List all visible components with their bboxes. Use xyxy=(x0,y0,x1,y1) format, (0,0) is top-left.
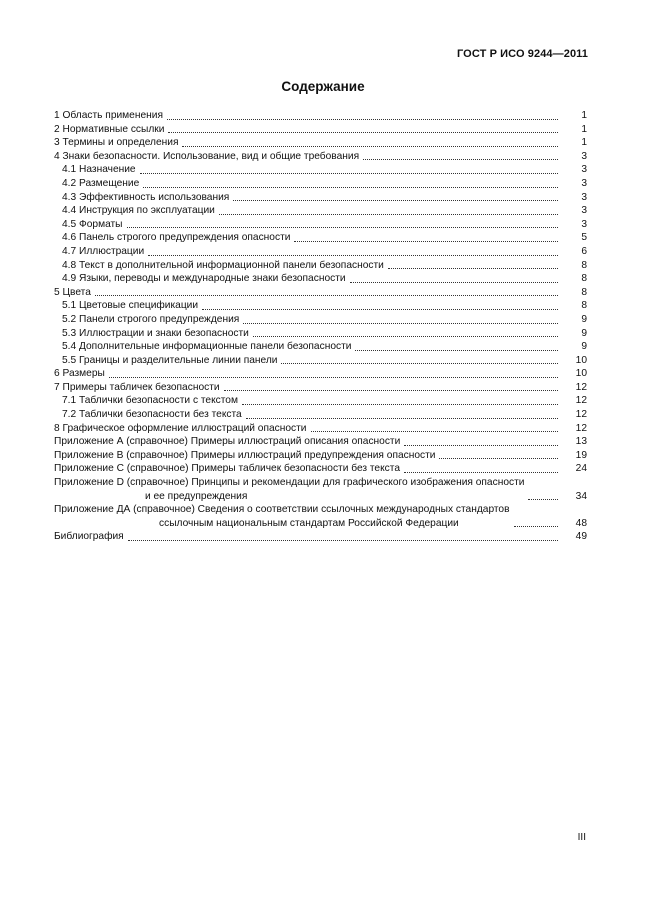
toc-leader-dots xyxy=(528,498,558,500)
toc-entry-title: 4.4 Инструкция по эксплуатации xyxy=(62,205,215,217)
toc-entry-title: 4.6 Панель строгого предупреждения опасности xyxy=(62,232,291,244)
toc-entry-title xyxy=(54,476,524,503)
toc-leader-dots xyxy=(242,403,558,405)
toc-entry-title: 4.7 Иллюстрации xyxy=(62,245,145,257)
toc-leader-dots xyxy=(246,417,558,419)
toc-leader-dots xyxy=(182,145,558,147)
toc-entry-page: 8 xyxy=(581,259,587,271)
toc-entry-title: 1 Область применения xyxy=(54,110,163,121)
toc-entry-page: 10 xyxy=(575,354,587,366)
toc-entry-title: 4.9 Языки, переводы и международные знаки безопасности xyxy=(62,273,346,285)
toc-entry[interactable] xyxy=(54,218,587,232)
toc-entry-page: 3 xyxy=(581,150,587,162)
toc-entry[interactable] xyxy=(54,286,587,300)
toc-entry-page: 8 xyxy=(581,286,587,298)
toc-leader-dots xyxy=(514,525,558,527)
toc-entry-page: 1 xyxy=(581,110,587,121)
toc-entry[interactable] xyxy=(54,123,587,137)
toc-entry[interactable] xyxy=(54,191,587,205)
toc-title: Содержание xyxy=(281,79,365,94)
toc-entry[interactable] xyxy=(54,327,587,341)
toc-entry-page: 12 xyxy=(575,381,587,393)
toc-leader-dots xyxy=(363,158,558,160)
toc-entry-page: 9 xyxy=(581,313,587,325)
toc-leader-dots xyxy=(355,349,558,351)
toc-leader-dots xyxy=(253,335,558,337)
toc-entry-title: 5.4 Дополнительные информационные панели безопасности xyxy=(62,341,352,353)
toc-entry[interactable] xyxy=(54,422,587,436)
toc-entry[interactable] xyxy=(54,503,587,530)
toc-entry-title-line2: ссылочным национальным стандартам Российской Федерации xyxy=(159,517,459,529)
toc-leader-dots xyxy=(140,172,558,174)
toc-leader-dots xyxy=(128,539,558,541)
toc-entry-page: 10 xyxy=(575,368,587,380)
toc-entry-page: 48 xyxy=(575,517,587,529)
toc-leader-dots xyxy=(388,267,558,269)
toc-leader-dots xyxy=(95,294,558,296)
toc-entry-page: 3 xyxy=(581,191,587,203)
toc-entry-title: 4 Знаки безопасности. Использование, вид и общие требования xyxy=(54,150,360,162)
toc-entry[interactable] xyxy=(54,394,587,408)
toc-entry-page: 12 xyxy=(575,422,587,434)
toc-entry[interactable] xyxy=(54,245,587,259)
toc-entry-title: 7.1 Таблички безопасности с текстом xyxy=(62,395,238,407)
toc-entry-page: 5 xyxy=(581,232,587,244)
toc-entry-page: 8 xyxy=(581,273,587,285)
toc-entry-title: 5 Цвета xyxy=(54,286,91,298)
toc-entry-title: 6 Размеры xyxy=(54,368,105,380)
toc-entry-page: 9 xyxy=(581,341,587,353)
toc-entry-page: 9 xyxy=(581,327,587,339)
toc-entry-page: 3 xyxy=(581,177,587,189)
toc-leader-dots xyxy=(167,118,558,120)
toc-entry-page: 3 xyxy=(581,218,587,230)
toc-entry-page: 13 xyxy=(575,436,587,448)
toc-entry[interactable] xyxy=(54,163,587,177)
toc-leader-dots xyxy=(281,362,558,364)
toc-leader-dots xyxy=(243,322,558,324)
toc-entry-title: 4.1 Назначение xyxy=(62,164,136,176)
toc-entry[interactable] xyxy=(54,408,587,422)
toc-entry[interactable] xyxy=(54,259,587,273)
toc-leader-dots xyxy=(143,186,558,188)
toc-entry[interactable] xyxy=(54,367,587,381)
toc-leader-dots xyxy=(202,308,558,310)
toc-leader-dots xyxy=(294,240,558,242)
toc-entry-title: 8 Графическое оформление иллюстраций опасности xyxy=(54,422,307,434)
toc-entry-page: 3 xyxy=(581,205,587,217)
toc-entry[interactable] xyxy=(54,354,587,368)
toc-entry-title: Библиография xyxy=(54,531,124,543)
toc-entry[interactable] xyxy=(54,340,587,354)
toc-entry-page: 6 xyxy=(581,245,587,257)
toc-entry-title: 2 Нормативные ссылки xyxy=(54,123,165,135)
document-designation: ГОСТ Р ИСО 9244—2011 xyxy=(456,48,588,60)
toc-entry-page: 12 xyxy=(575,395,587,407)
toc-entry-title: 5.5 Границы и разделительные линии панели xyxy=(62,354,278,366)
toc-entry-title: 7 Примеры табличек безопасности xyxy=(54,381,220,393)
toc-leader-dots xyxy=(219,213,558,215)
toc-entry-title-line1: Приложение D (справочное) Принципы и рекомендации для графического изображения опасности xyxy=(54,477,525,489)
toc-leader-dots xyxy=(350,281,558,283)
toc-entry[interactable] xyxy=(54,449,587,463)
toc-entry-page: 8 xyxy=(581,300,587,312)
toc-entry-title: 7.2 Таблички безопасности без текста xyxy=(62,409,242,421)
toc-entry[interactable] xyxy=(54,476,587,503)
toc-entry[interactable] xyxy=(54,381,587,395)
toc-entry-title: 4.2 Размещение xyxy=(62,177,140,189)
toc-entry[interactable] xyxy=(54,530,587,544)
toc-entry-title: 5.3 Иллюстрации и знаки безопасности xyxy=(62,327,249,339)
toc-entry-page: 34 xyxy=(575,490,587,502)
toc-leader-dots xyxy=(311,430,559,432)
toc-entry-title: 4.3 Эффективность использования xyxy=(62,191,230,203)
toc-entry-title xyxy=(54,503,510,530)
toc-entry-title-line1: Приложение ДА (справочное) Сведения о соответствии ссылочных международных стандартов xyxy=(54,504,510,516)
toc-entry[interactable] xyxy=(54,231,587,245)
toc-entry[interactable] xyxy=(54,272,587,286)
toc-entry[interactable] xyxy=(54,299,587,313)
toc-entry-title: 5.1 Цветовые спецификации xyxy=(62,300,199,312)
toc-entry-page: 1 xyxy=(581,137,587,149)
toc-entry-title: 3 Термины и определения xyxy=(54,137,179,149)
toc-entry-page: 24 xyxy=(575,463,587,475)
toc-leader-dots xyxy=(233,199,558,201)
toc-leader-dots xyxy=(224,389,558,391)
toc-entry[interactable] xyxy=(54,136,587,150)
toc-leader-dots xyxy=(439,457,558,459)
toc-leader-dots xyxy=(127,226,558,228)
toc-entry-title: 4.8 Текст в дополнительной информационной панели безопасности xyxy=(62,259,384,271)
toc-entry-page: 3 xyxy=(581,164,587,176)
toc-entry-title: Приложение С (справочное) Примеры табличек безопасности без текста xyxy=(54,463,400,475)
toc-entry[interactable] xyxy=(54,150,587,164)
toc-entry[interactable] xyxy=(54,462,587,476)
toc-entry-page: 19 xyxy=(575,449,587,461)
toc-leader-dots xyxy=(168,131,558,133)
toc-entry-page: 1 xyxy=(581,123,587,135)
toc-leader-dots xyxy=(148,254,558,256)
toc-entry-title: Приложение В (справочное) Примеры иллюстраций предупреждения опасности xyxy=(54,449,436,461)
toc-entry-title: 4.5 Форматы xyxy=(62,218,123,230)
toc-leader-dots xyxy=(404,444,558,446)
page-number: III xyxy=(577,832,586,843)
toc-entry-page: 12 xyxy=(575,409,587,421)
toc-entry-page: 49 xyxy=(575,531,587,543)
toc-leader-dots xyxy=(109,376,558,378)
table-of-contents xyxy=(54,109,587,544)
toc-entry-title: 5.2 Панели строгого предупреждения xyxy=(62,313,240,325)
toc-entry[interactable] xyxy=(54,313,587,327)
toc-entry[interactable] xyxy=(54,204,587,218)
toc-entry-title: Приложение А (справочное) Примеры иллюстраций описания опасности xyxy=(54,436,401,448)
toc-entry-title-line2: и ее предупреждения xyxy=(145,490,248,502)
toc-entry[interactable] xyxy=(54,177,587,191)
toc-leader-dots xyxy=(404,471,558,473)
toc-entry[interactable] xyxy=(54,109,587,123)
toc-entry[interactable] xyxy=(54,435,587,449)
